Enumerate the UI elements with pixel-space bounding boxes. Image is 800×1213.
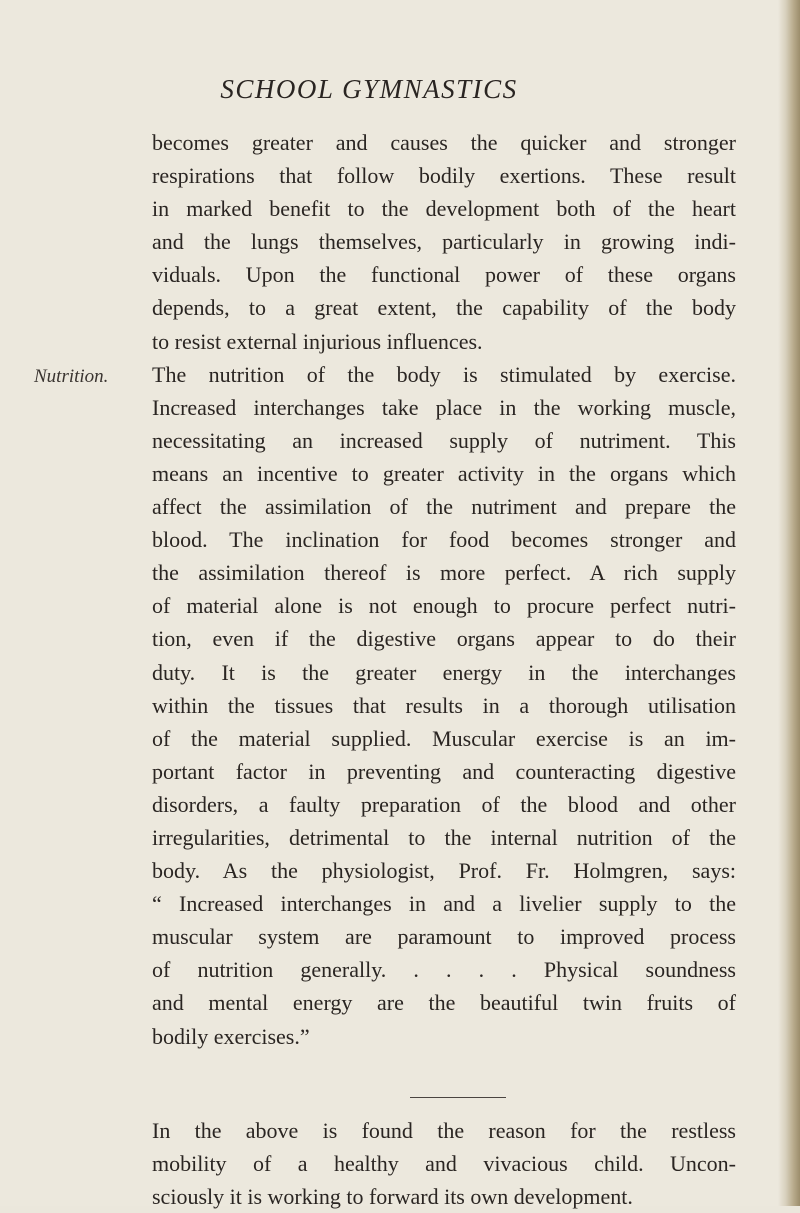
margin-note-nutrition: Nutrition. — [34, 366, 109, 387]
text-line: body. As the physiologist, Prof. Fr. Holmgren, says: — [152, 858, 736, 884]
text-line: The nutrition of the body is stimulated by exercise. — [152, 361, 736, 387]
text-line: and the lungs themselves, particularly in growing indi- — [152, 229, 736, 255]
text-line: of the material supplied. Muscular exercise is an im- — [152, 725, 736, 751]
text-line: means an incentive to greater activity in the organs which — [152, 460, 736, 486]
text-line: in marked benefit to the development both of the heart — [152, 196, 736, 222]
text-line: mobility of a healthy and vivacious child. Uncon- — [152, 1151, 736, 1177]
text-line: becomes greater and causes the quicker and stronger — [152, 130, 736, 155]
text-line: respirations that follow bodily exertions. These result — [152, 163, 736, 189]
text-line: portant factor in preventing and counteracting digestive — [152, 758, 736, 784]
text-line: necessitating an increased supply of nutriment. This — [152, 427, 736, 453]
text-line: “ Increased interchanges in and a livelier supply to the — [152, 891, 736, 917]
text-line: within the tissues that results in a thorough utilisation — [152, 692, 736, 718]
text-line: In the above is found the reason for the restless — [152, 1118, 736, 1143]
text-line: of nutrition generally. . . . . Physical soundness — [152, 957, 736, 983]
text-line: irregularities, detrimental to the internal nutrition of the — [152, 824, 736, 850]
text-line: affect the assimilation of the nutriment and prepare the — [152, 494, 736, 520]
text-line: tion, even if the digestive organs appear to do their — [152, 626, 736, 652]
main-text-block — [152, 126, 736, 1053]
text-line: to resist external injurious influences. — [152, 328, 483, 354]
text-line: duty. It is the greater energy in the interchanges — [152, 659, 736, 685]
text-line: depends, to a great extent, the capability of the body — [152, 295, 736, 321]
text-line: of material alone is not enough to procure perfect nutri- — [152, 593, 736, 619]
text-line: disorders, a faulty preparation of the blood and other — [152, 791, 736, 817]
section-divider — [410, 1097, 506, 1098]
text-line: bodily exercises.” — [152, 1023, 310, 1049]
text-line: Increased interchanges take place in the working muscle, — [152, 394, 736, 420]
closing-text-block — [152, 1114, 736, 1213]
page-edge-shadow — [778, 0, 800, 1206]
running-head: SCHOOL GYMNASTICS — [220, 74, 518, 104]
text-line: viduals. Upon the functional power of these organs — [152, 262, 736, 288]
text-line: sciously it is working to forward its own development. — [152, 1184, 633, 1210]
text-line: the assimilation thereof is more perfect. A rich supply — [152, 560, 736, 586]
text-line: muscular system are paramount to improved process — [152, 924, 736, 950]
text-line: blood. The inclination for food becomes stronger and — [152, 527, 736, 553]
text-line: and mental energy are the beautiful twin fruits of — [152, 990, 736, 1016]
